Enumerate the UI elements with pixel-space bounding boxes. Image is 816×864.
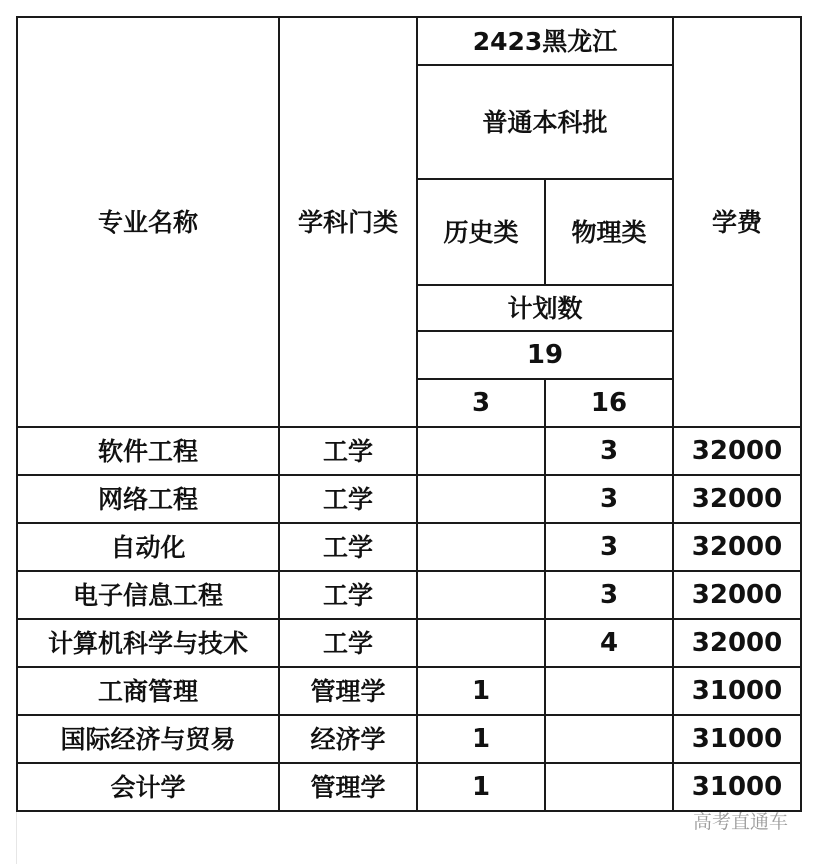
header-history: 历史类 <box>417 179 545 285</box>
header-tuition: 学费 <box>673 17 801 427</box>
major-name-cell: 自动化 <box>17 523 279 571</box>
enrollment-plan-table <box>16 16 802 812</box>
physics-count-cell: 4 <box>545 619 673 667</box>
major-name-cell: 网络工程 <box>17 475 279 523</box>
tuition-cell: 32000 <box>673 427 801 475</box>
header-province-code: 2423黑龙江 <box>417 17 673 65</box>
enrollment-plan-table-wrapper <box>16 16 802 812</box>
history-count-cell <box>417 619 545 667</box>
discipline-cell: 管理学 <box>279 667 417 715</box>
physics-count-cell: 3 <box>545 523 673 571</box>
header-plan-count-label: 计划数 <box>417 285 673 331</box>
physics-count-cell: 3 <box>545 427 673 475</box>
tuition-cell: 32000 <box>673 475 801 523</box>
physics-count-cell <box>545 715 673 763</box>
table-row <box>17 571 801 619</box>
table-row <box>17 667 801 715</box>
history-count-cell <box>417 523 545 571</box>
physics-count-cell <box>545 667 673 715</box>
history-count-cell: 1 <box>417 715 545 763</box>
header-major-name: 专业名称 <box>17 17 279 427</box>
physics-count-cell <box>545 763 673 811</box>
history-count-cell: 1 <box>417 763 545 811</box>
physics-count-cell: 3 <box>545 475 673 523</box>
tuition-cell: 32000 <box>673 571 801 619</box>
history-count-cell <box>417 427 545 475</box>
discipline-cell: 工学 <box>279 475 417 523</box>
header-physics-total: 16 <box>545 379 673 427</box>
header-physics: 物理类 <box>545 179 673 285</box>
tuition-cell: 31000 <box>673 763 801 811</box>
header-plan-total: 19 <box>417 331 673 379</box>
discipline-cell: 经济学 <box>279 715 417 763</box>
table-row <box>17 763 801 811</box>
tuition-cell: 32000 <box>673 523 801 571</box>
tuition-cell: 31000 <box>673 715 801 763</box>
table-row <box>17 427 801 475</box>
table-row <box>17 619 801 667</box>
discipline-cell: 工学 <box>279 571 417 619</box>
header-discipline: 学科门类 <box>279 17 417 427</box>
discipline-cell: 工学 <box>279 523 417 571</box>
source-watermark: 高考直通车 <box>692 811 788 833</box>
table-row <box>17 475 801 523</box>
discipline-cell: 管理学 <box>279 763 417 811</box>
major-name-cell: 软件工程 <box>17 427 279 475</box>
history-count-cell <box>417 571 545 619</box>
table-row <box>17 523 801 571</box>
tuition-cell: 32000 <box>673 619 801 667</box>
major-name-cell: 工商管理 <box>17 667 279 715</box>
header-history-total: 3 <box>417 379 545 427</box>
tuition-cell: 31000 <box>673 667 801 715</box>
history-count-cell <box>417 475 545 523</box>
page-edge-line <box>16 812 17 864</box>
table-row <box>17 715 801 763</box>
major-name-cell: 计算机科学与技术 <box>17 619 279 667</box>
physics-count-cell: 3 <box>545 571 673 619</box>
header-batch: 普通本科批 <box>417 65 673 179</box>
major-name-cell: 电子信息工程 <box>17 571 279 619</box>
header-row-province <box>17 17 801 65</box>
major-name-cell: 国际经济与贸易 <box>17 715 279 763</box>
discipline-cell: 工学 <box>279 427 417 475</box>
history-count-cell: 1 <box>417 667 545 715</box>
discipline-cell: 工学 <box>279 619 417 667</box>
major-name-cell: 会计学 <box>17 763 279 811</box>
